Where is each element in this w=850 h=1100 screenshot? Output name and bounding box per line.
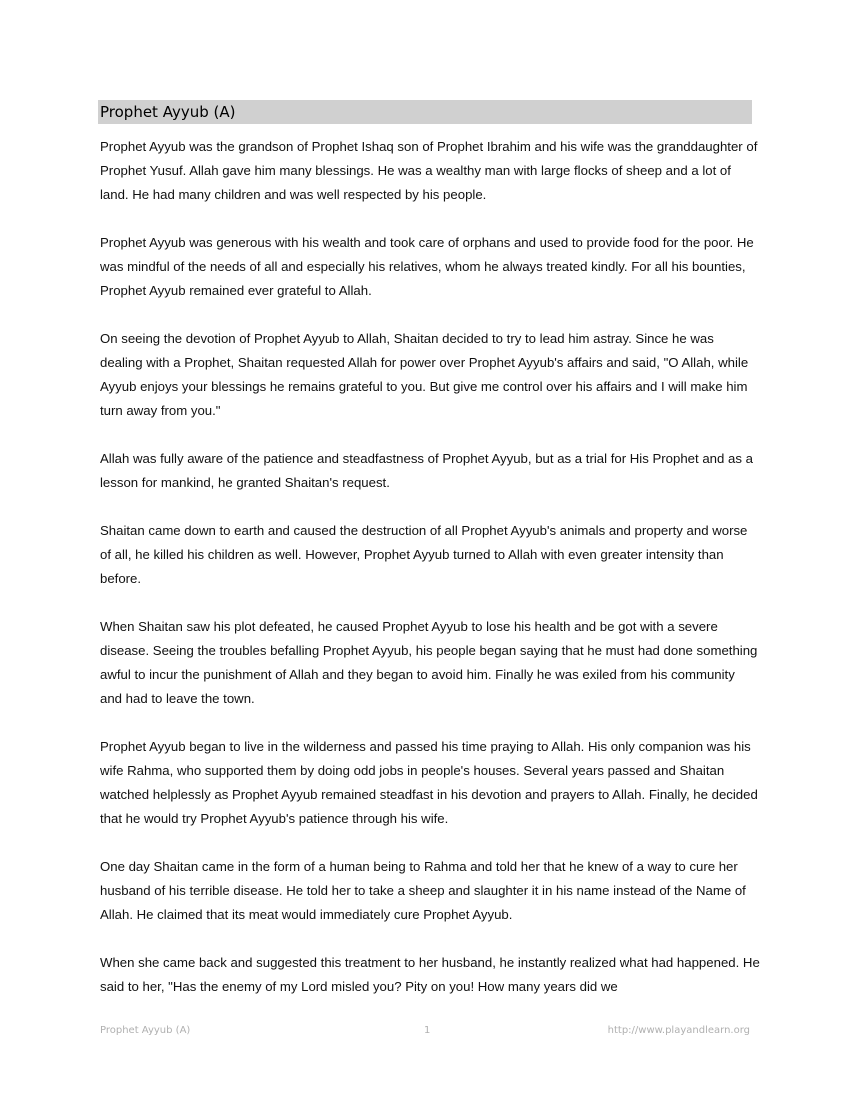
paragraph-8: One day Shaitan came in the form of a human being to Rahma and told her that he knew of a way to cure her husband of his terrible disease. He told her to take a sheep and slaughter it in his name instead of the Name of Allah. He claimed that its meat would immediately cure Prophet Ayyub.: [100, 859, 746, 922]
page-title: Prophet Ayyub (A): [100, 103, 236, 121]
paragraph-4: Allah was fully aware of the patience and steadfastness of Prophet Ayyub, but as a trial for His Prophet and as a lesson for mankind, he granted Shaitan's request.: [100, 451, 753, 490]
paragraph-3: On seeing the devotion of Prophet Ayyub to Allah, Shaitan decided to try to lead him astray. Since he was dealing with a Prophet, Shaitan requested Allah for power over Prophet Ayyub's affairs and said, "O Allah, while Ayyub enjoys your blessings he remains grateful to you. But give me control over his affairs and I will make him turn away from you.": [100, 331, 749, 418]
paragraph-6: When Shaitan saw his plot defeated, he caused Prophet Ayyub to lose his health and be got with a severe disease. Seeing the troubles befalling Prophet Ayyub, his people began saying that he must had done something awful to incur the punishment of Allah and they began to avoid him. Finally he was exiled from his community and had to leave the town.: [100, 619, 758, 706]
paragraph-2: Prophet Ayyub was generous with his wealth and took care of orphans and used to provide food for the poor. He was mindful of the needs of all and especially his relatives, whom he always treated kindly. For all his bounties, Prophet Ayyub remained ever grateful to Allah.: [100, 235, 754, 298]
paragraph-9: When she came back and suggested this treatment to her husband, he instantly realized what had happened. He said to her, "Has the enemy of my Lord misled you? Pity on you! How many years did we: [100, 955, 760, 994]
paragraph-7: Prophet Ayyub began to live in the wilderness and passed his time praying to Allah. His only companion was his wife Rahma, who supported them by doing odd jobs in people's houses. Several years passed and Shaitan watched helplessly as Prophet Ayyub remained steadfast in his devotion and prayers to Allah. Finally, he decided that he would try Prophet Ayyub's patience through his wife.: [100, 739, 758, 826]
title-bar: [98, 100, 752, 124]
document-body: [100, 135, 760, 1023]
footer-title: Prophet Ayyub (A): [100, 1025, 191, 1036]
footer-page-number: 1: [424, 1025, 431, 1036]
footer-url[interactable]: http://www.playandlearn.org: [607, 1025, 750, 1036]
paragraph-1: Prophet Ayyub was the grandson of Prophet Ishaq son of Prophet Ibrahim and his wife was the granddaughter of Prophet Yusuf. Allah gave him many blessings. He was a wealthy man with large flocks of sheep and a lot of land. He had many children and was well respected by his people.: [100, 139, 758, 202]
paragraph-5: Shaitan came down to earth and caused the destruction of all Prophet Ayyub's animals and property and worse of all, he killed his children as well. However, Prophet Ayyub turned to Allah with even greater intensity than before.: [100, 523, 748, 586]
page-footer: [100, 1025, 750, 1041]
